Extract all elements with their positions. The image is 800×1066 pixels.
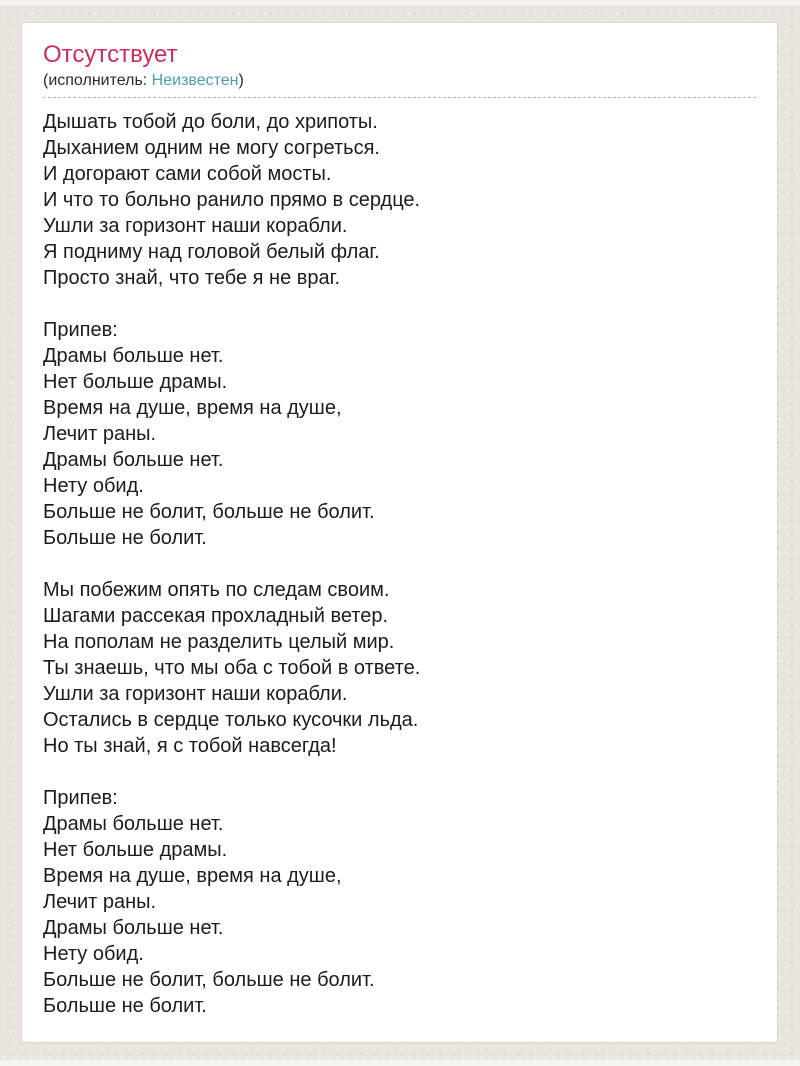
lyric-line: Больше не болит, больше не болит. <box>43 501 375 523</box>
lyric-line: Больше не болит, больше не болит. <box>43 969 375 991</box>
lyric-line: Дышать тобой до боли, до хрипоты. <box>43 111 378 133</box>
artist-line <box>43 71 756 98</box>
lyric-line: Мы побежим опять по следам своим. <box>43 579 390 601</box>
lyric-line: Ты знаешь, что мы оба с тобой в ответе. <box>43 657 421 679</box>
lyric-line: Ушли за горизонт наши корабли. <box>43 683 348 705</box>
lyric-line: И догорают сами собой мосты. <box>43 163 332 185</box>
artist-label: (исполнитель: <box>43 72 152 89</box>
page-bottom-edge <box>0 1059 800 1066</box>
lyric-line: Драмы больше нет. <box>43 917 224 939</box>
page-top-edge <box>0 0 800 7</box>
stanza <box>43 317 756 551</box>
lyric-line: Лечит раны. <box>43 891 157 913</box>
stanza <box>43 109 756 291</box>
lyric-line: Просто знай, что тебе я не враг. <box>43 267 341 289</box>
lyric-line: Ушли за горизонт наши корабли. <box>43 215 348 237</box>
lyric-line: Драмы больше нет. <box>43 449 224 471</box>
lyric-line: Но ты знай, я с тобой навсегда! <box>43 735 337 757</box>
lyric-line: Время на душе, время на душе, <box>43 865 342 887</box>
lyric-line: Нету обид. <box>43 943 144 965</box>
lyric-line: Нету обид. <box>43 475 144 497</box>
lyric-line: Драмы больше нет. <box>43 813 224 835</box>
lyric-line: Припев: <box>43 319 118 341</box>
stanza <box>43 785 756 1019</box>
lyric-line: Я подниму над головой белый флаг. <box>43 241 380 263</box>
lyric-line: Драмы больше нет. <box>43 345 224 367</box>
lyric-line: Больше не болит. <box>43 527 207 549</box>
song-title: Отсутствует <box>43 41 178 68</box>
lyric-line: Нет больше драмы. <box>43 839 228 861</box>
artist-suffix: ) <box>238 72 244 89</box>
stanza <box>43 577 756 759</box>
lyric-line: Припев: <box>43 787 118 809</box>
lyric-line: Остались в сердце только кусочки льда. <box>43 709 419 731</box>
lyric-line: На пополам не разделить целый мир. <box>43 631 395 653</box>
artist-link[interactable]: Неизвестен <box>151 72 239 89</box>
lyrics <box>43 109 756 1019</box>
lyric-line: Больше не болит. <box>43 995 207 1017</box>
lyrics-card <box>21 22 778 1043</box>
lyric-line: Дыханием одним не могу согреться. <box>43 137 380 159</box>
lyric-line: Время на душе, время на душе, <box>43 397 342 419</box>
lyric-line: И что то больно ранило прямо в сердце. <box>43 189 421 211</box>
lyric-line: Нет больше драмы. <box>43 371 228 393</box>
lyric-line: Лечит раны. <box>43 423 157 445</box>
lyric-line: Шагами рассекая прохладный ветер. <box>43 605 389 627</box>
